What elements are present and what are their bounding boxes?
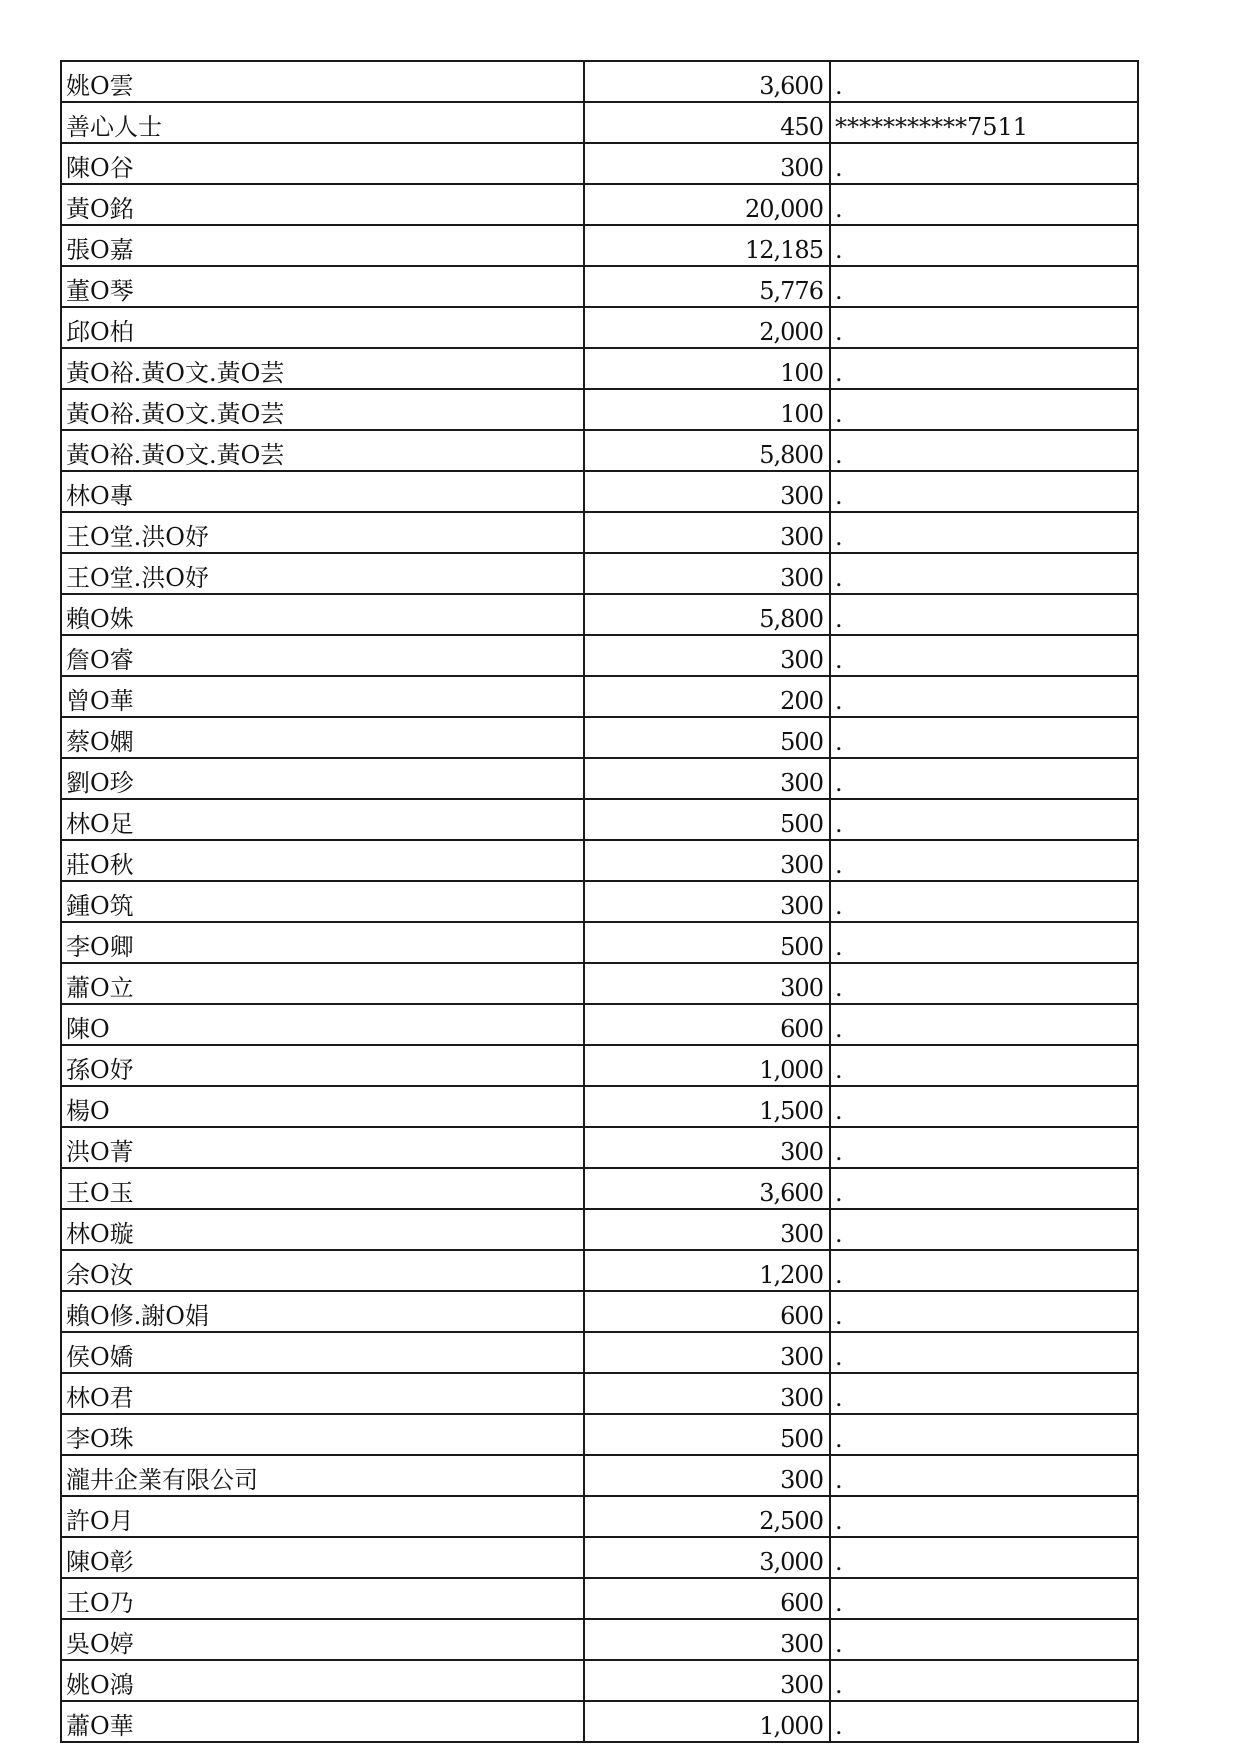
table-row — [61, 1209, 1138, 1250]
note-cell: . — [830, 348, 1138, 389]
donation-amount-cell: 300 — [584, 1332, 830, 1373]
donation-amount-cell: 300 — [584, 881, 830, 922]
donor-name-cell: 賴O修.謝O娟 — [61, 1291, 584, 1332]
donor-name-cell: 王O堂.洪O妤 — [61, 553, 584, 594]
table-row — [61, 1537, 1138, 1578]
donor-name-cell: 曾O華 — [61, 676, 584, 717]
table-row — [61, 307, 1138, 348]
donor-name-cell: 林O專 — [61, 471, 584, 512]
donation-amount-cell: 20,000 — [584, 184, 830, 225]
note-cell: . — [830, 307, 1138, 348]
table-row — [61, 1578, 1138, 1619]
table-row — [61, 430, 1138, 471]
donor-name-cell: 王O玉 — [61, 1168, 584, 1209]
donation-amount-cell: 1,500 — [584, 1086, 830, 1127]
table-row — [61, 553, 1138, 594]
donation-amount-cell: 3,600 — [584, 61, 830, 102]
note-cell: . — [830, 184, 1138, 225]
note-cell: . — [830, 1496, 1138, 1537]
donation-amount-cell: 300 — [584, 1619, 830, 1660]
note-cell: . — [830, 225, 1138, 266]
table-row — [61, 266, 1138, 307]
donation-amount-cell: 300 — [584, 1660, 830, 1701]
table-row — [61, 1086, 1138, 1127]
donor-name-cell: 詹O睿 — [61, 635, 584, 676]
donor-name-cell: 蕭O華 — [61, 1701, 584, 1742]
table-row — [61, 389, 1138, 430]
donor-name-cell: 李O珠 — [61, 1414, 584, 1455]
donation-amount-cell: 300 — [584, 512, 830, 553]
donor-name-cell: 林O足 — [61, 799, 584, 840]
donor-name-cell: 侯O嬌 — [61, 1332, 584, 1373]
donor-name-cell: 黃O裕.黃O文.黃O芸 — [61, 389, 584, 430]
note-cell: . — [830, 1619, 1138, 1660]
table-row — [61, 594, 1138, 635]
note-cell: . — [830, 471, 1138, 512]
note-cell: . — [830, 266, 1138, 307]
note-cell: . — [830, 553, 1138, 594]
donor-name-cell: 劉O珍 — [61, 758, 584, 799]
donation-amount-cell: 300 — [584, 1127, 830, 1168]
donor-name-cell: 陳O谷 — [61, 143, 584, 184]
table-row — [61, 1496, 1138, 1537]
note-cell: . — [830, 1127, 1138, 1168]
note-cell: . — [830, 430, 1138, 471]
table-row — [61, 1291, 1138, 1332]
donor-name-cell: 王O堂.洪O妤 — [61, 512, 584, 553]
donation-amount-cell: 3,000 — [584, 1537, 830, 1578]
donation-amount-cell: 300 — [584, 963, 830, 1004]
table-row — [61, 1045, 1138, 1086]
table-row — [61, 184, 1138, 225]
donation-amount-cell: 300 — [584, 143, 830, 184]
donation-amount-cell: 300 — [584, 635, 830, 676]
note-cell: . — [830, 143, 1138, 184]
note-cell: . — [830, 758, 1138, 799]
donor-name-cell: 許O月 — [61, 1496, 584, 1537]
donor-name-cell: 黃O裕.黃O文.黃O芸 — [61, 430, 584, 471]
donation-amount-cell: 3,600 — [584, 1168, 830, 1209]
note-cell: . — [830, 840, 1138, 881]
donation-amount-cell: 300 — [584, 758, 830, 799]
table-row — [61, 717, 1138, 758]
note-cell: . — [830, 1373, 1138, 1414]
donor-name-cell: 姚O雲 — [61, 61, 584, 102]
donation-amount-cell: 300 — [584, 1455, 830, 1496]
donor-name-cell: 王O乃 — [61, 1578, 584, 1619]
note-cell: . — [830, 1578, 1138, 1619]
donation-amount-cell: 600 — [584, 1578, 830, 1619]
donation-table-body — [61, 61, 1138, 1742]
table-row — [61, 1455, 1138, 1496]
table-row — [61, 1414, 1138, 1455]
table-row — [61, 102, 1138, 143]
note-cell: . — [830, 799, 1138, 840]
donor-name-cell: 林O君 — [61, 1373, 584, 1414]
donation-amount-cell: 1,200 — [584, 1250, 830, 1291]
donation-amount-cell: 450 — [584, 102, 830, 143]
donation-amount-cell: 500 — [584, 922, 830, 963]
note-cell: ***********7511 — [830, 102, 1138, 143]
note-cell: . — [830, 1455, 1138, 1496]
donation-amount-cell: 5,776 — [584, 266, 830, 307]
note-cell: . — [830, 963, 1138, 1004]
donor-name-cell: 瀧井企業有限公司 — [61, 1455, 584, 1496]
note-cell: . — [830, 881, 1138, 922]
donor-name-cell: 善心人士 — [61, 102, 584, 143]
note-cell: . — [830, 1414, 1138, 1455]
donation-amount-cell: 600 — [584, 1004, 830, 1045]
donor-name-cell: 蕭O立 — [61, 963, 584, 1004]
table-row — [61, 1127, 1138, 1168]
note-cell: . — [830, 1004, 1138, 1045]
table-row — [61, 61, 1138, 102]
note-cell: . — [830, 61, 1138, 102]
table-row — [61, 840, 1138, 881]
donation-amount-cell: 2,000 — [584, 307, 830, 348]
note-cell: . — [830, 1045, 1138, 1086]
donation-amount-cell: 100 — [584, 389, 830, 430]
table-row — [61, 922, 1138, 963]
donor-name-cell: 洪O菁 — [61, 1127, 584, 1168]
table-row — [61, 348, 1138, 389]
note-cell: . — [830, 1250, 1138, 1291]
note-cell: . — [830, 594, 1138, 635]
donation-table — [60, 60, 1139, 1743]
note-cell: . — [830, 512, 1138, 553]
donor-name-cell: 張O嘉 — [61, 225, 584, 266]
table-row — [61, 471, 1138, 512]
table-row — [61, 758, 1138, 799]
note-cell: . — [830, 1332, 1138, 1373]
table-row — [61, 1373, 1138, 1414]
donation-amount-cell: 1,000 — [584, 1701, 830, 1742]
note-cell: . — [830, 1537, 1138, 1578]
donation-amount-cell: 300 — [584, 471, 830, 512]
note-cell: . — [830, 922, 1138, 963]
note-cell: . — [830, 1291, 1138, 1332]
donation-amount-cell: 5,800 — [584, 430, 830, 471]
donation-amount-cell: 600 — [584, 1291, 830, 1332]
table-row — [61, 143, 1138, 184]
note-cell: . — [830, 389, 1138, 430]
donor-name-cell: 蔡O嫻 — [61, 717, 584, 758]
table-row — [61, 799, 1138, 840]
donation-amount-cell: 200 — [584, 676, 830, 717]
donation-amount-cell: 2,500 — [584, 1496, 830, 1537]
note-cell: . — [830, 1086, 1138, 1127]
donor-name-cell: 莊O秋 — [61, 840, 584, 881]
note-cell: . — [830, 1209, 1138, 1250]
donor-name-cell: 楊O — [61, 1086, 584, 1127]
note-cell: . — [830, 1660, 1138, 1701]
donor-name-cell: 姚O鴻 — [61, 1660, 584, 1701]
table-row — [61, 881, 1138, 922]
donation-amount-cell: 500 — [584, 799, 830, 840]
donor-name-cell: 吳O婷 — [61, 1619, 584, 1660]
table-row — [61, 1701, 1138, 1742]
donor-name-cell: 李O卿 — [61, 922, 584, 963]
donor-name-cell: 邱O柏 — [61, 307, 584, 348]
donor-name-cell: 陳O — [61, 1004, 584, 1045]
note-cell: . — [830, 1168, 1138, 1209]
table-row — [61, 1619, 1138, 1660]
donation-amount-cell: 1,000 — [584, 1045, 830, 1086]
donor-name-cell: 陳O彰 — [61, 1537, 584, 1578]
table-row — [61, 676, 1138, 717]
donation-amount-cell: 500 — [584, 717, 830, 758]
note-cell: . — [830, 1701, 1138, 1742]
donor-name-cell: 余O汝 — [61, 1250, 584, 1291]
table-row — [61, 635, 1138, 676]
table-row — [61, 963, 1138, 1004]
donation-amount-cell: 300 — [584, 553, 830, 594]
donor-name-cell: 林O璇 — [61, 1209, 584, 1250]
donor-name-cell: 孫O妤 — [61, 1045, 584, 1086]
donation-amount-cell: 500 — [584, 1414, 830, 1455]
donor-name-cell: 黃O裕.黃O文.黃O芸 — [61, 348, 584, 389]
donation-amount-cell: 300 — [584, 840, 830, 881]
table-row — [61, 1250, 1138, 1291]
donor-name-cell: 鍾O筑 — [61, 881, 584, 922]
note-cell: . — [830, 676, 1138, 717]
donation-amount-cell: 300 — [584, 1209, 830, 1250]
donation-amount-cell: 12,185 — [584, 225, 830, 266]
table-row — [61, 1660, 1138, 1701]
table-row — [61, 1168, 1138, 1209]
note-cell: . — [830, 635, 1138, 676]
donation-amount-cell: 5,800 — [584, 594, 830, 635]
table-row — [61, 1004, 1138, 1045]
donor-name-cell: 賴O姝 — [61, 594, 584, 635]
donor-name-cell: 黃O銘 — [61, 184, 584, 225]
note-cell: . — [830, 717, 1138, 758]
table-row — [61, 1332, 1138, 1373]
donor-name-cell: 董O琴 — [61, 266, 584, 307]
donation-amount-cell: 300 — [584, 1373, 830, 1414]
table-row — [61, 512, 1138, 553]
donation-amount-cell: 100 — [584, 348, 830, 389]
table-row — [61, 225, 1138, 266]
